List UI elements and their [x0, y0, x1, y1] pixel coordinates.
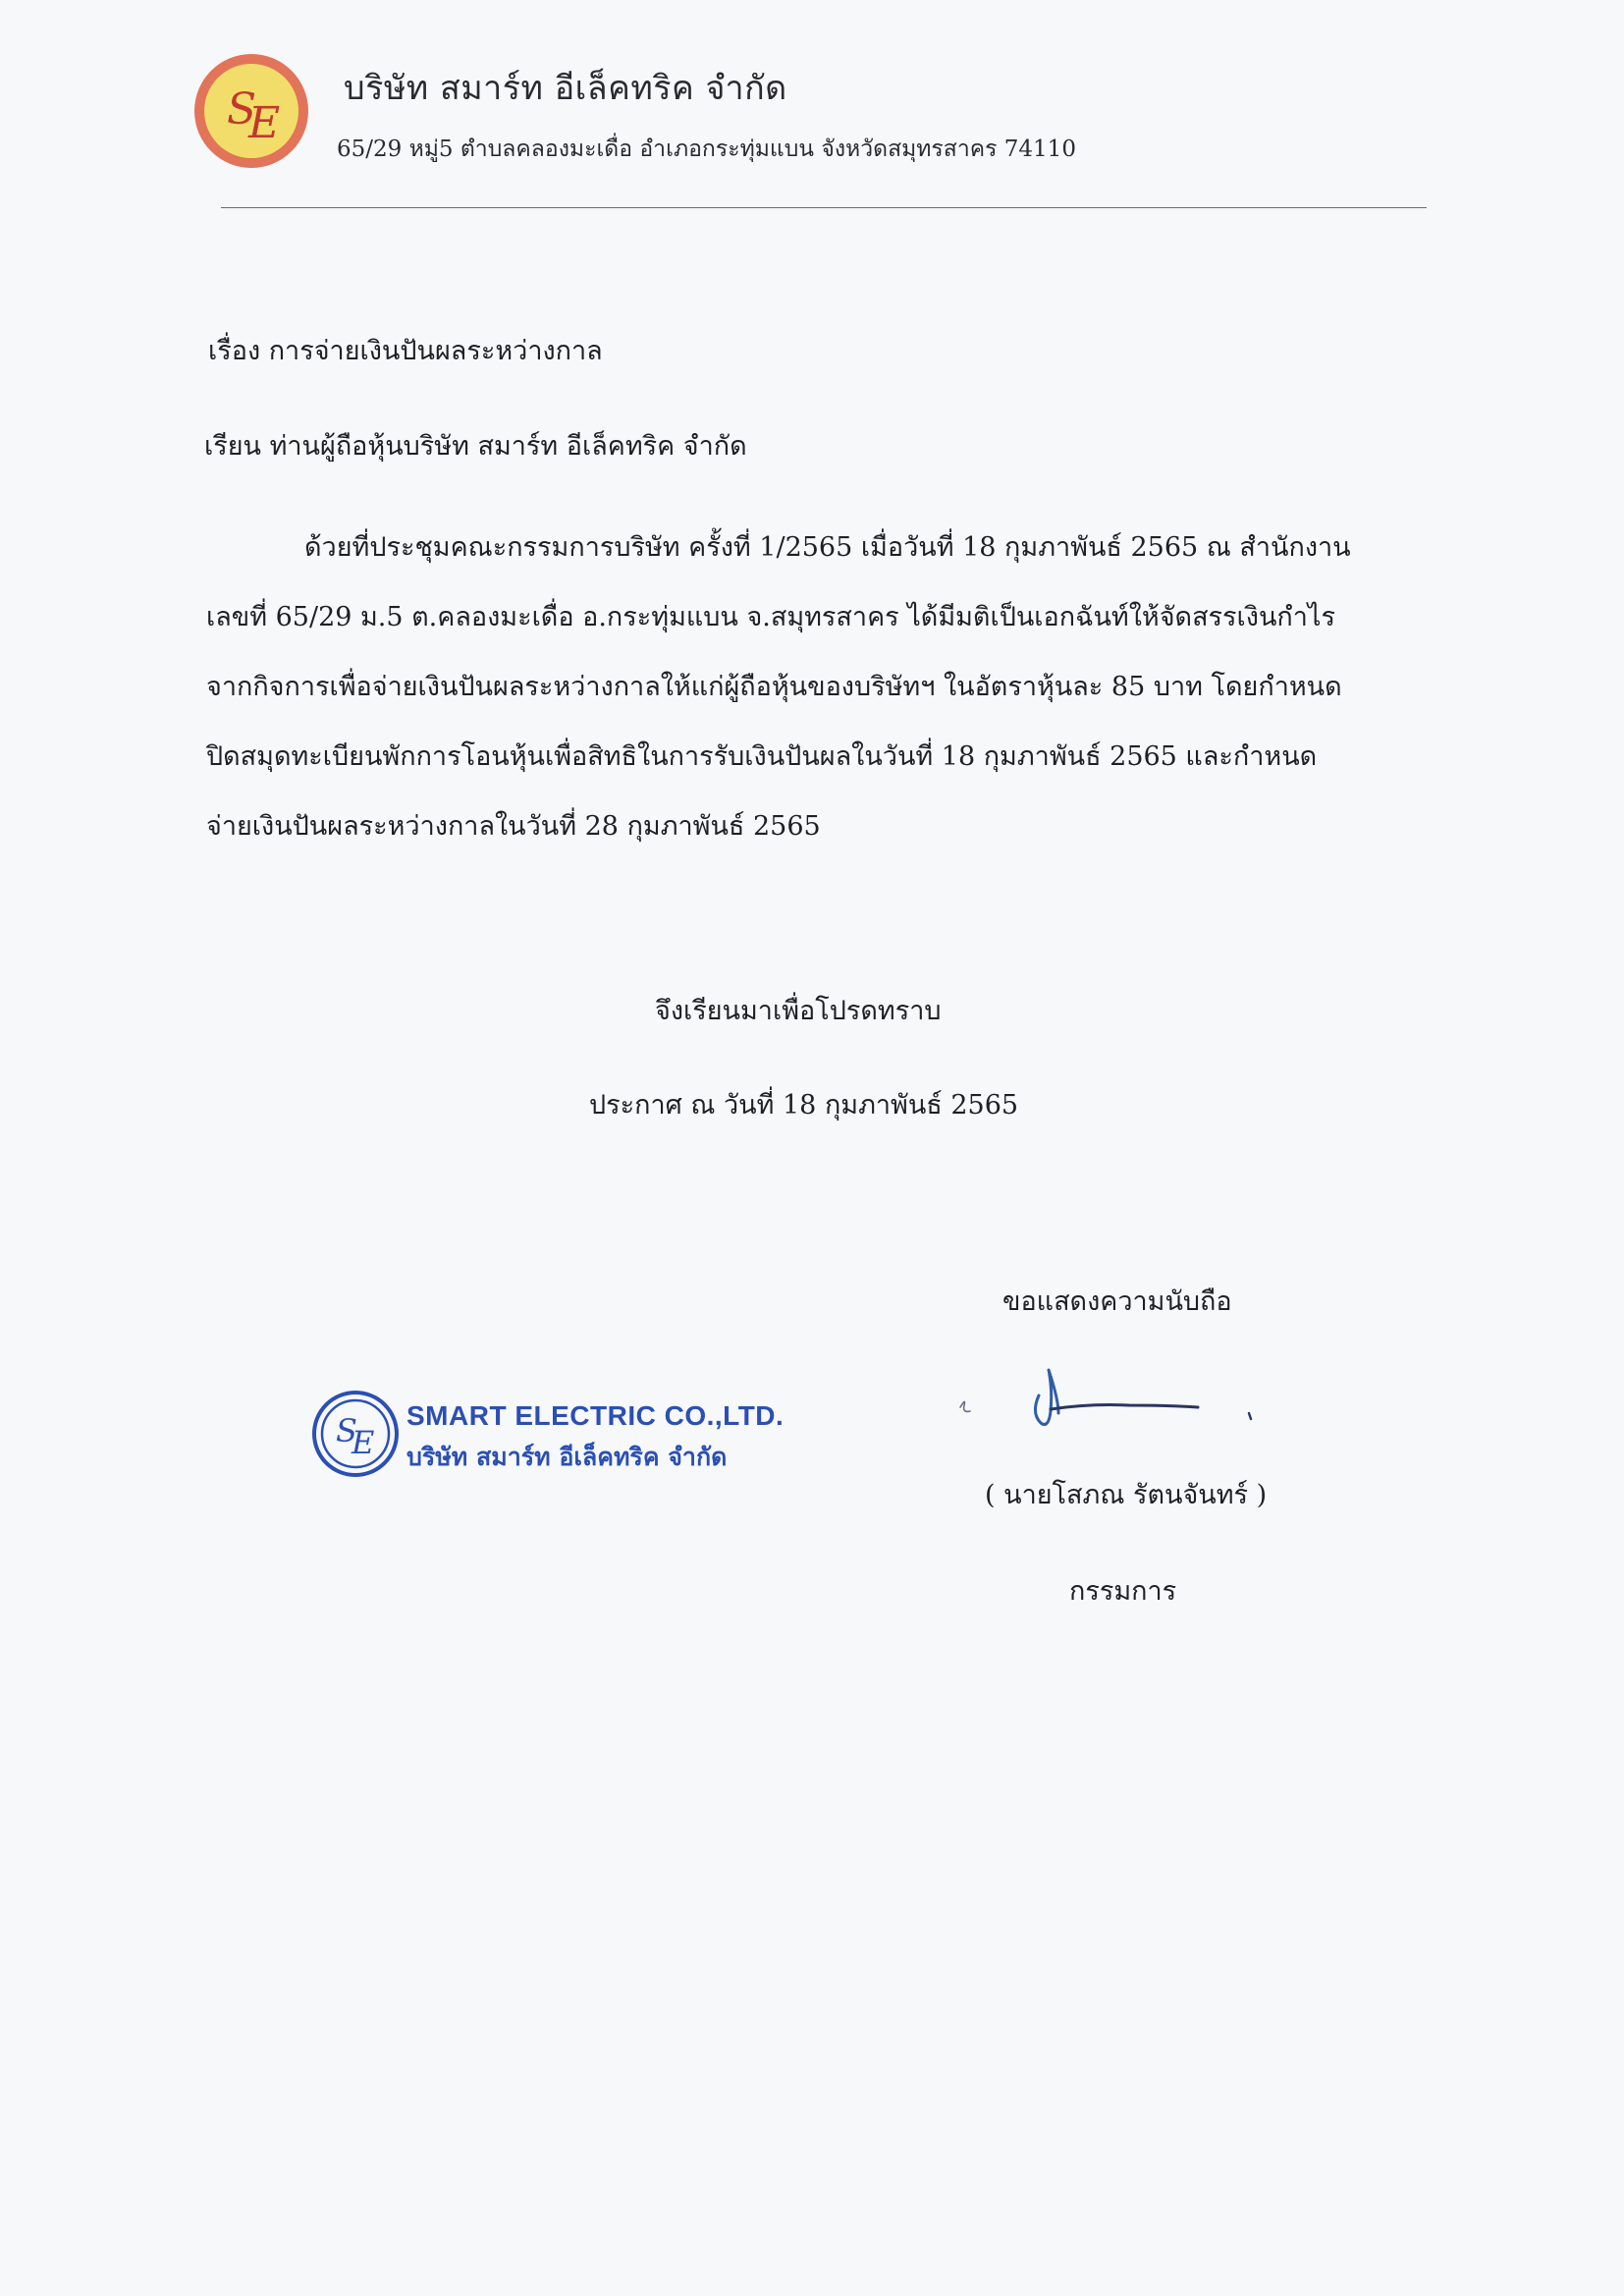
body-line: เลขที่ 65/29 ม.5 ต.คลองมะเดื่อ อ.กระทุ่มแบน จ.สมุทรสาคร ได้มีมติเป็นเอกฉันท์ให้จัดสรรเงินกำไร — [206, 602, 1336, 632]
body-line: ปิดสมุดทะเบียนพักการโอนหุ้นเพื่อสิทธิในการรับเงินปันผลในวันที่ 18 กุมภาพันธ์ 2565 และกำหนด — [206, 741, 1318, 772]
company-name: บริษัท สมาร์ท อีเล็คทริค จำกัด — [344, 69, 787, 108]
letter-subject: เรื่อง การจ่ายเงินปันผลระหว่างกาล — [208, 336, 603, 366]
body-line: จ่ายเงินปันผลระหว่างกาลในวันที่ 28 กุมภาพันธ์ 2565 — [206, 811, 821, 842]
closing-statement: จึงเรียนมาเพื่อโปรดทราบ — [655, 996, 942, 1026]
company-stamp — [310, 1389, 801, 1487]
signatory-title: กรรมการ — [1069, 1576, 1177, 1607]
handwritten-signature — [952, 1360, 1267, 1439]
body-line: จากกิจการเพื่อจ่ายเงินปันผลระหว่างกาลให้แก่ผู้ถือหุ้นของบริษัทฯ ในอัตราหุ้นละ 85 บาท โดยกำหนด — [206, 672, 1342, 702]
stamp-company-name-th: บริษัท สมาร์ท อีเล็คทริค จำกัด — [406, 1443, 728, 1471]
stamp-company-name-en: SMART ELECTRIC CO.,LTD. — [406, 1400, 785, 1431]
letter-salutation: เรียน ท่านผู้ถือหุ้นบริษัท สมาร์ท อีเล็คทริค จำกัด — [204, 431, 747, 462]
letter-body — [206, 513, 1414, 861]
signature-regards: ขอแสดงความนับถือ — [1002, 1286, 1232, 1317]
letterhead-divider — [221, 207, 1427, 208]
company-address: 65/29 หมู่5 ตำบลคลองมะเดื่อ อำเภอกระทุ่มแบน จังหวัดสมุทรสาคร 74110 — [337, 137, 1076, 162]
svg-text:S: S — [227, 84, 257, 135]
company-logo — [191, 51, 311, 171]
signatory-name: ( นายโสภณ รัตนจันทร์ ) — [985, 1480, 1268, 1510]
svg-text:E: E — [352, 1424, 375, 1461]
svg-text:S: S — [336, 1412, 357, 1449]
body-line: ด้วยที่ประชุมคณะกรรมการบริษัท ครั้งที่ 1/2565 เมื่อวันที่ 18 กุมภาพันธ์ 2565 ณ สำนักงาน — [304, 532, 1351, 563]
svg-text:E: E — [248, 98, 281, 148]
stamp-logo — [310, 1389, 401, 1479]
announcement-date: ประกาศ ณ วันที่ 18 กุมภาพันธ์ 2565 — [589, 1090, 1019, 1121]
